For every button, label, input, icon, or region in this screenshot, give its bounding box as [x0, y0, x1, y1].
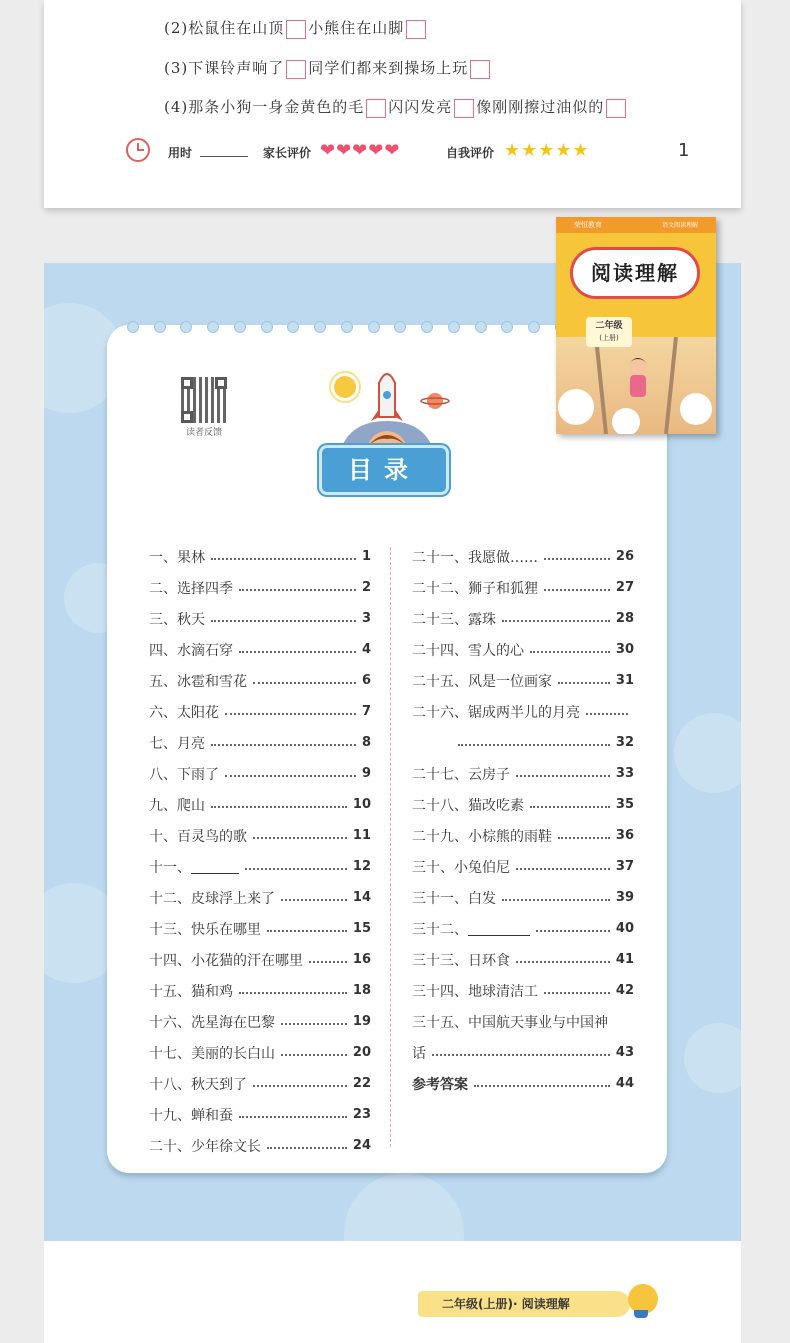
toc-item[interactable]: 二十一、我愿做…… 26 [412, 549, 634, 566]
toc-item[interactable]: 七、月亮 8 [149, 735, 371, 752]
toc-item[interactable]: 十五、猫和鸡 18 [149, 983, 371, 1000]
toc-item[interactable]: 二十七、云房子 33 [412, 766, 634, 783]
toc-item[interactable]: 十三、快乐在哪里 15 [149, 921, 371, 938]
punctuation-blank[interactable] [286, 60, 306, 79]
lightbulb-base [634, 1310, 648, 1318]
exercise-text: (3)下课铃声响了 [164, 59, 285, 77]
time-label: 用时 [168, 146, 193, 160]
punctuation-blank[interactable] [366, 99, 386, 118]
exercise-line-4 [164, 96, 628, 118]
toc-item-continued[interactable]: 话 43 [412, 1045, 634, 1062]
toc-item[interactable]: 五、冰雹和雪花 6 [149, 673, 371, 690]
footer-label: 二年级(上册)· 阅读理解 [418, 1291, 630, 1317]
toc-item[interactable]: 十九、蝉和蚕 23 [149, 1107, 371, 1124]
exercise-line-3 [164, 57, 492, 79]
toc-title: 目录 [319, 445, 449, 495]
toc-item[interactable]: 十六、冼星海在巴黎 19 [149, 1014, 371, 1031]
qr-code-icon[interactable] [181, 377, 227, 423]
toc-item[interactable]: 十八、秋天到了 22 [149, 1076, 371, 1093]
title-blank[interactable] [191, 859, 239, 874]
toc-item[interactable]: 二十九、小棕熊的雨鞋 36 [412, 828, 634, 845]
toc-item-answers[interactable]: 参考答案 44 [412, 1076, 634, 1093]
toc-item[interactable]: 三十、小兔伯尼 37 [412, 859, 634, 876]
toc-card [107, 325, 667, 1173]
toc-left-column [149, 541, 371, 1161]
toc-item[interactable]: 十二、皮球浮上来了 14 [149, 890, 371, 907]
punctuation-blank[interactable] [606, 99, 626, 118]
toc-item[interactable]: 二十二、狮子和狐狸 27 [412, 580, 634, 597]
exercise-text: 同学们都来到操场上玩 [308, 59, 469, 77]
toc-right-column [412, 541, 634, 1099]
evaluation-row [126, 136, 690, 168]
qr-caption: 读者反馈 [185, 428, 222, 438]
time-input-line[interactable] [200, 156, 248, 157]
toc-item[interactable]: 二十三、露珠 28 [412, 611, 634, 628]
cover-illustration [556, 337, 716, 434]
cover-title: 阅读理解 [570, 247, 700, 299]
exercise-text: (2)松鼠住在山顶 [164, 19, 285, 37]
parent-eval-label: 家长评价 [263, 146, 312, 160]
book-cover-image [556, 217, 716, 434]
cover-grade-badge: 二年级 (上册) [586, 317, 632, 347]
toc-item[interactable]: 九、爬山 10 [149, 797, 371, 814]
toc-item[interactable]: 三十二、 40 [412, 921, 634, 938]
exercise-text: (4)那条小狗一身金黄色的毛 [164, 98, 365, 116]
toc-item[interactable]: 十一、 12 [149, 859, 371, 876]
toc-item[interactable]: 十四、小花猫的汗在哪里 16 [149, 952, 371, 969]
toc-item[interactable]: 一、果林 1 [149, 549, 371, 566]
toc-item[interactable]: 二、选择四季 2 [149, 580, 371, 597]
exercise-text: 小熊住在山脚 [308, 19, 405, 37]
self-eval-label: 自我评价 [446, 146, 495, 160]
toc-item[interactable]: 二十六、锯成两半儿的月亮 [412, 696, 634, 727]
toc-item[interactable]: 三、秋天 3 [149, 611, 371, 628]
punctuation-blank[interactable] [406, 20, 426, 39]
exercise-text: 像刚刚擦过油似的 [476, 98, 605, 116]
cover-brand: 荣恒教育 [574, 221, 602, 229]
toc-item[interactable]: 二十五、风是一位画家 31 [412, 673, 634, 690]
toc-item[interactable]: 三十一、白发 39 [412, 890, 634, 907]
punctuation-blank[interactable] [286, 20, 306, 39]
exercise-line-2 [164, 17, 428, 39]
page-number: 1 [678, 140, 690, 161]
heart-rating-icons[interactable]: ❤❤❤❤❤ [320, 140, 401, 161]
exercise-sheet [44, 0, 741, 208]
cover-tag: 语文阅读理解 [662, 222, 699, 229]
toc-item[interactable]: 八、下雨了 9 [149, 766, 371, 783]
toc-item[interactable]: 三十四、地球清洁工 42 [412, 983, 634, 1000]
star-rating-icons[interactable]: ★★★★★ [504, 140, 590, 161]
toc-item[interactable]: 二十八、猫改吃素 35 [412, 797, 634, 814]
toc-item[interactable]: 十七、美丽的长白山 20 [149, 1045, 371, 1062]
toc-item[interactable]: 三十三、日环食 41 [412, 952, 634, 969]
toc-item[interactable]: 十、百灵鸟的歌 11 [149, 828, 371, 845]
column-divider [390, 547, 391, 1147]
toc-item[interactable]: 四、水滴石穿 4 [149, 642, 371, 659]
toc-item[interactable]: 三十五、中国航天事业与中国神 [412, 1014, 608, 1031]
toc-item-continued[interactable]: 32 [412, 727, 634, 758]
toc-item[interactable]: 六、太阳花 7 [149, 704, 371, 721]
toc-item[interactable]: 二十、少年徐文长 24 [149, 1138, 371, 1155]
clock-icon [126, 138, 150, 162]
punctuation-blank[interactable] [454, 99, 474, 118]
title-blank[interactable] [468, 921, 530, 936]
exercise-text: 闪闪发亮 [388, 98, 453, 116]
toc-item[interactable]: 二十四、雪人的心 30 [412, 642, 634, 659]
punctuation-blank[interactable] [470, 60, 490, 79]
